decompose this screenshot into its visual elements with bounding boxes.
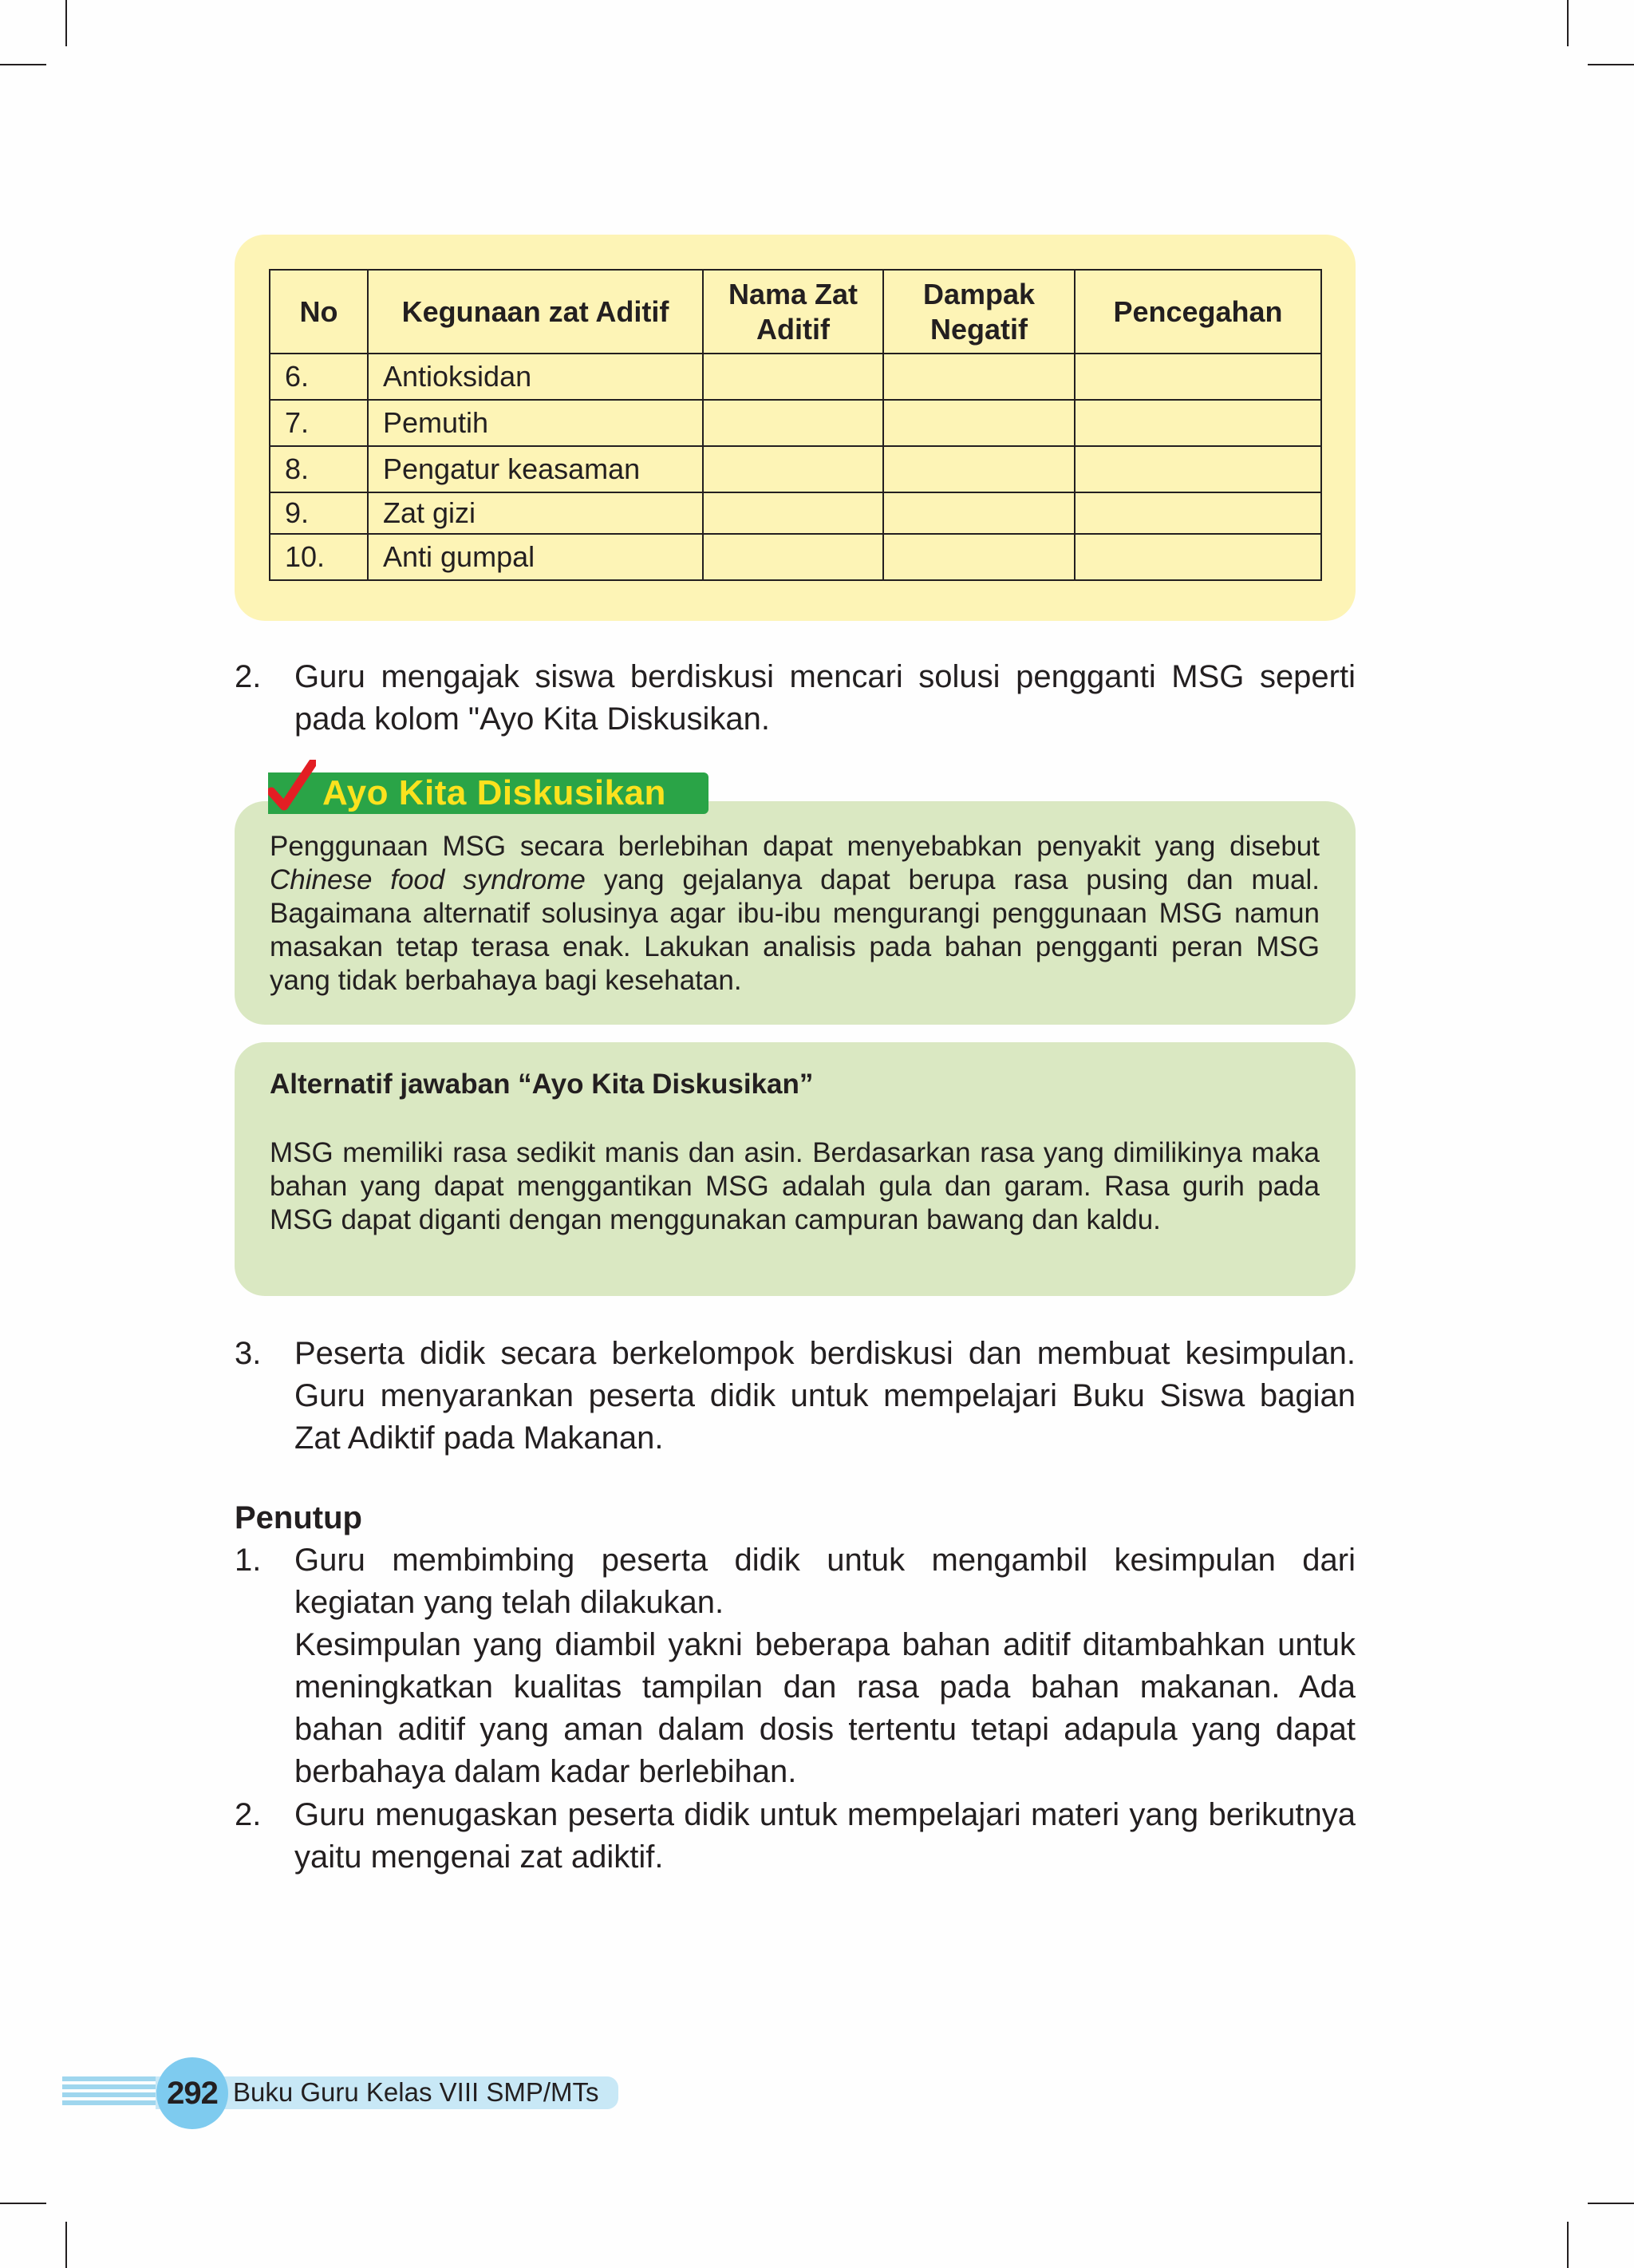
table-cell-kegunaan: Anti gumpal <box>368 534 703 580</box>
table-row <box>270 492 1321 534</box>
additive-table <box>269 269 1322 581</box>
table-header-kegunaan: Kegunaan zat Aditif <box>368 270 703 354</box>
table-cell-empty <box>703 354 883 400</box>
table-row <box>270 400 1321 446</box>
crop-mark <box>0 64 46 65</box>
table-cell-no: 6. <box>270 354 368 400</box>
crop-mark <box>1588 2203 1634 2204</box>
table-cell-empty <box>1075 354 1321 400</box>
crop-mark <box>1567 2222 1569 2268</box>
penutup-item-2 <box>235 1794 1356 1880</box>
penutup-heading: Penutup <box>235 1500 362 1535</box>
table-row <box>270 446 1321 492</box>
ayo-text-part: yang gejalanya dapat berupa rasa pusing dan mual. Bagaimana alternatif solusinya agar ibu-ibu mengurangi penggunaan MSG namun masakan tetap terasa enak. Lakukan analisis pada bahan pengganti peran MSG yang tidak berbahaya bagi kesehatan. <box>270 864 1320 996</box>
crop-mark <box>0 2203 46 2204</box>
table-cell-empty <box>1075 492 1321 534</box>
table-cell-empty <box>703 492 883 534</box>
table-cell-kegunaan: Antioksidan <box>368 354 703 400</box>
ayo-text-italic: Chinese food syndrome <box>270 864 586 895</box>
ayo-diskusikan-header <box>268 771 708 816</box>
table-cell-kegunaan: Pemutih <box>368 400 703 446</box>
list-item-number: 3. <box>235 1336 262 1371</box>
answer-heading: Alternatif jawaban “Ayo Kita Diskusikan” <box>270 1069 814 1100</box>
table-header-dampak: Dampak Negatif <box>883 270 1075 354</box>
table-cell-empty <box>1075 400 1321 446</box>
crop-mark <box>65 2222 67 2268</box>
list-item-text: Guru menugaskan peserta didik untuk mempelajari materi yang berikutnya yaitu mengenai zat adiktif. <box>294 1797 1356 1875</box>
ayo-diskusikan-title: Ayo Kita Diskusikan <box>322 773 666 812</box>
table-header-no: No <box>270 270 368 354</box>
answer-text: MSG memiliki rasa sedikit manis dan asin. Berdasarkan rasa yang dimilikinya maka bahan yang dapat menggantikan MSG adalah gula dan garam. Rasa gurih pada MSG dapat diganti dengan menggunakan campuran bawang dan kaldu. <box>270 1137 1320 1235</box>
table-cell-empty <box>1075 534 1321 580</box>
list-item-text: Guru mengajak siswa berdiskusi mencari solusi pengganti MSG seperti pada kolom "Ayo Kita Diskusikan. <box>294 659 1356 737</box>
table-row <box>270 534 1321 580</box>
ayo-diskusikan-text <box>270 830 1320 998</box>
table-cell-empty <box>883 534 1075 580</box>
table-cell-kegunaan: Zat gizi <box>368 492 703 534</box>
crop-mark <box>65 0 67 46</box>
table-cell-empty <box>703 534 883 580</box>
table-cell-empty <box>883 400 1075 446</box>
table-cell-empty <box>1075 446 1321 492</box>
table-cell-empty <box>883 492 1075 534</box>
ayo-text-part: Penggunaan MSG secara berlebihan dapat menyebabkan penyakit yang disebut <box>270 831 1320 862</box>
list-item-3 <box>235 1333 1356 1460</box>
table-header-nama-zat: Nama Zat Aditif <box>703 270 883 354</box>
list-item-2 <box>235 656 1356 742</box>
penutup-item-1 <box>235 1539 1356 1795</box>
table-cell-no: 9. <box>270 492 368 534</box>
table-cell-no: 10. <box>270 534 368 580</box>
table-cell-no: 8. <box>270 446 368 492</box>
crop-mark <box>1588 64 1634 65</box>
table-cell-empty <box>883 354 1075 400</box>
crop-mark <box>1567 0 1569 46</box>
table-cell-kegunaan: Pengatur keasaman <box>368 446 703 492</box>
checkmark-icon <box>268 760 316 814</box>
list-item-text: Guru membimbing peserta didik untuk mengambil kesimpulan dari kegiatan yang telah dilakukan. <box>294 1543 1356 1620</box>
list-item-number: 1. <box>235 1543 262 1578</box>
table-row <box>270 354 1321 400</box>
list-item-number: 2. <box>235 659 262 694</box>
footer-book-title: Buku Guru Kelas VIII SMP/MTs <box>233 2077 599 2107</box>
alternative-answer-box <box>235 1042 1356 1296</box>
table-cell-empty <box>703 446 883 492</box>
list-item-text: Peserta didik secara berkelompok berdiskusi dan membuat kesimpulan. Guru menyarankan peserta didik untuk mempelajari Buku Siswa bagian Zat Adiktif pada Makanan. <box>294 1336 1356 1456</box>
list-item-text: Kesimpulan yang diambil yakni beberapa bahan aditif ditambahkan untuk meningkatkan kualitas tampilan dan rasa pada bahan makanan. Ada bahan aditif yang aman dalam dosis tertentu tetapi adapula yang dapat berbahaya dalam kadar berlebihan. <box>294 1627 1356 1789</box>
ayo-diskusikan-box <box>235 801 1356 1025</box>
table-header-pencegahan: Pencegahan <box>1075 270 1321 354</box>
table-cell-no: 7. <box>270 400 368 446</box>
additive-table-box <box>235 235 1356 621</box>
page-number: 292 <box>167 2076 218 2111</box>
table-cell-empty <box>703 400 883 446</box>
list-item-number: 2. <box>235 1797 262 1832</box>
table-cell-empty <box>883 446 1075 492</box>
